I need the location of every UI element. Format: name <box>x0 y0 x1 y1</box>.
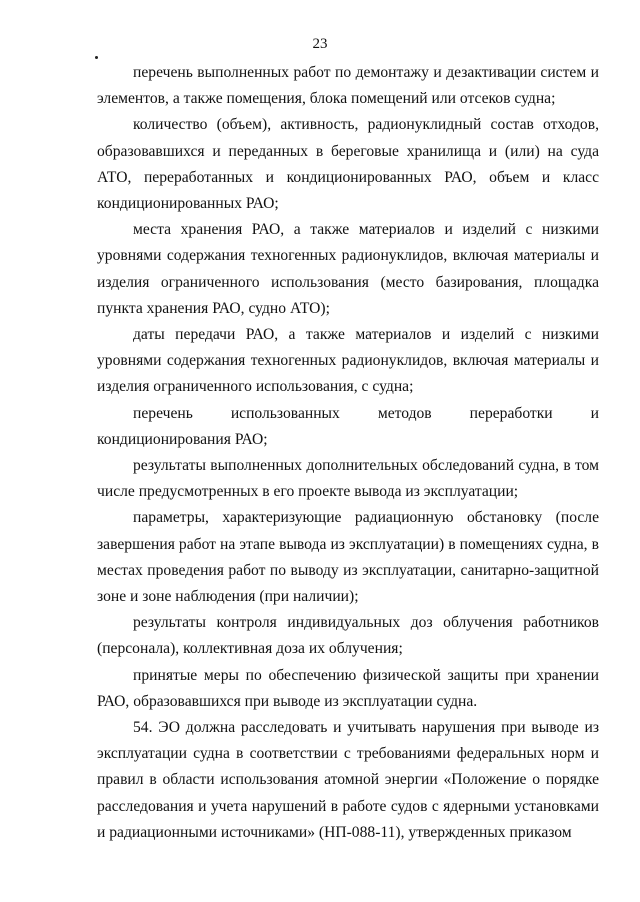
scan-speck <box>95 56 98 59</box>
paragraph-radiation-parameters: параметры, характеризующие радиационную обстановку (после завершения работ на этапе вывода из эксплуатации) в помещениях судна, в местах проведения работ по выводу из эксплуатации, санитарно-защитной зоне и зоне наблюдения (при наличии); <box>97 509 599 606</box>
paragraph-processing-methods: перечень использованных методов переработки и кондиционирования РАО; <box>97 404 599 448</box>
document-body <box>97 60 599 846</box>
paragraph-waste-quantity: количество (объем), активность, радионуклидный состав отходов, образовавшихся и переданных в береговые хранилища и (или) на суда АТО, переработанных и кондиционированных РАО, объем и класс кондиционированных РАО; <box>97 116 599 213</box>
paragraph-physical-protection: принятые меры по обеспечению физической защиты при хранении РАО, образовавшихся при выводе из эксплуатации судна. <box>97 666 599 710</box>
paragraph-additional-surveys: результаты выполненных дополнительных обследований судна, в том числе предусмотренных в его проекте вывода из эксплуатации; <box>97 457 599 501</box>
paragraph-transfer-dates: даты передачи РАО, а также материалов и изделий с низкими уровнями содержания техногенных радионуклидов, включая материалы и изделия ограниченного использования, с судна; <box>97 326 599 396</box>
page-number: 23 <box>312 36 328 52</box>
paragraph-dose-control: результаты контроля индивидуальных доз облучения работников (персонала), коллективная доза их облучения; <box>97 614 599 658</box>
paragraph-storage-places: места хранения РАО, а также материалов и изделий с низкими уровнями содержания техногенных радионуклидов, включая материалы и изделия ограниченного использования (место базирования, площадка пункта хранения РАО, судно АТО); <box>97 221 599 317</box>
paragraph-item-54: 54. ЭО должна расследовать и учитывать нарушения при выводе из эксплуатации судна в соответствии с требованиями федеральных норм и правил в области использования атомной энергии «Положение о порядке расследования и учета нарушений в работе судов с ядерными установками и радиационными источниками» (НП-088-11), утвержденных приказом <box>97 719 599 841</box>
paragraph-dismantling-list: перечень выполненных работ по демонтажу и дезактивации систем и элементов, а также помещения, блока помещений или отсеков судна; <box>97 64 599 108</box>
